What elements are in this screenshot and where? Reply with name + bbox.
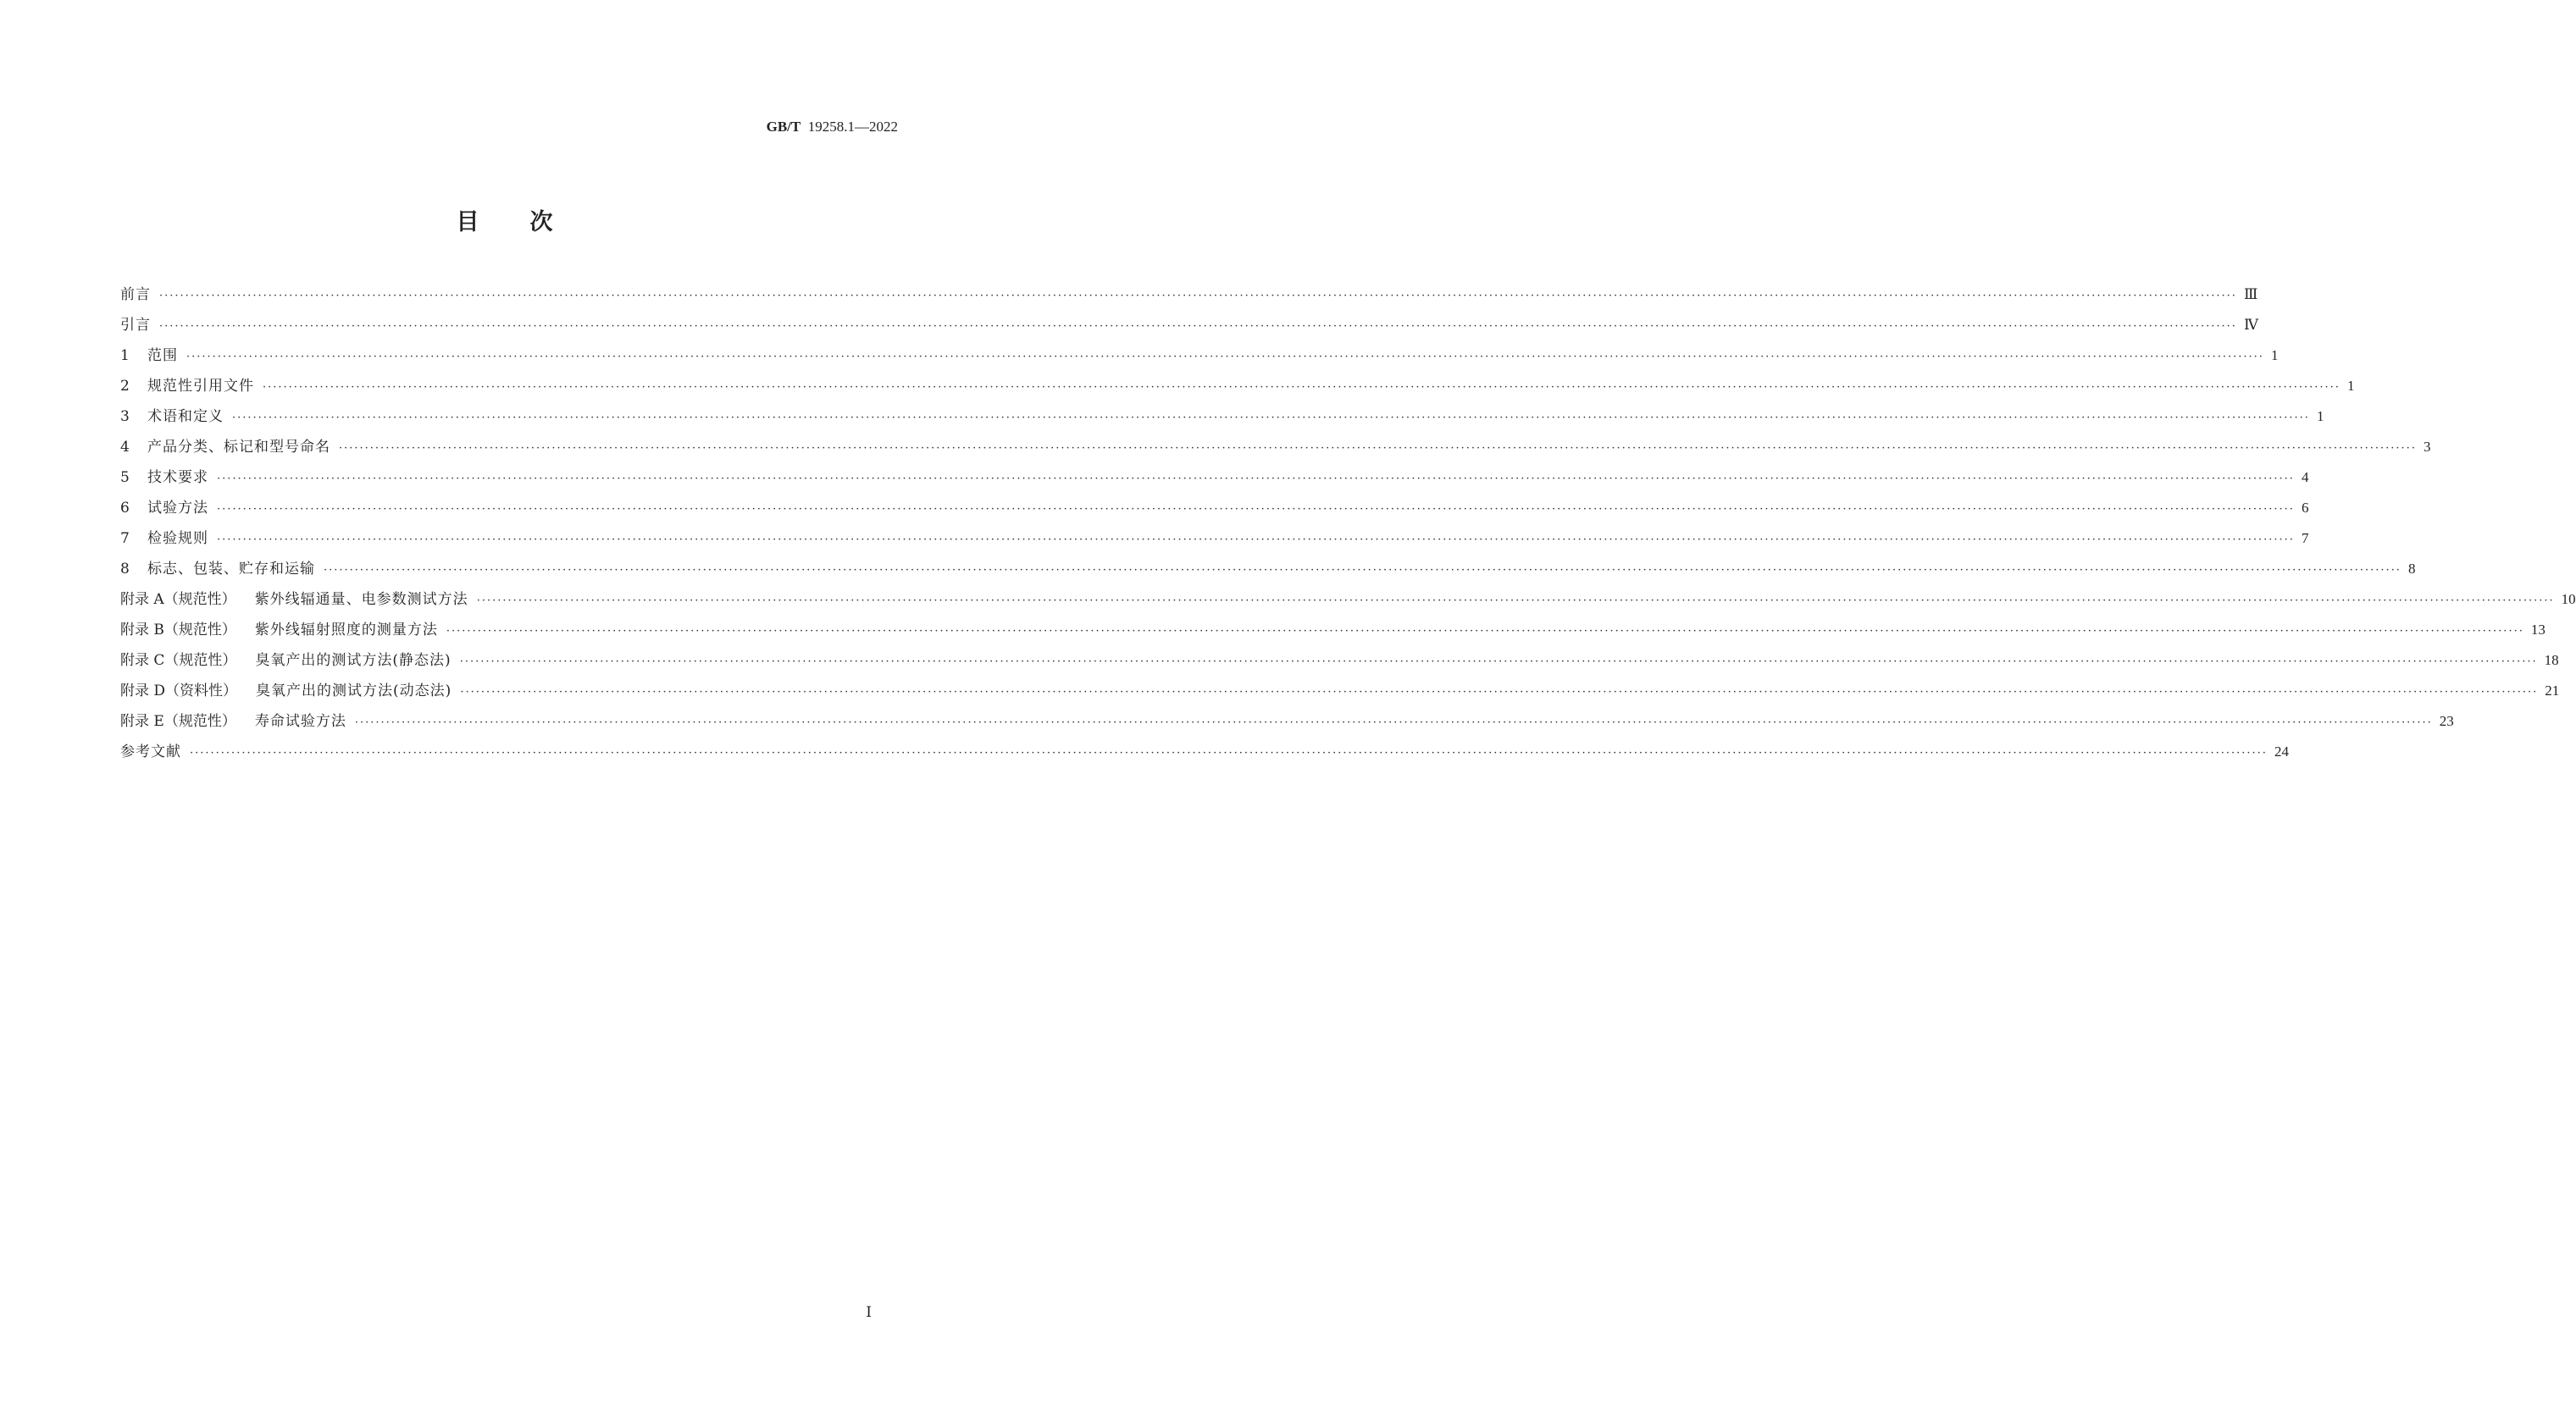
toc-leader-dots: ················································································································································································································································································································································································································ [217, 533, 2295, 546]
toc-leader-dots: ················································································································································································································································································································································································································ [190, 747, 2268, 760]
toc-entry[interactable] [120, 343, 2279, 373]
toc-entry-number: 3 [120, 408, 130, 425]
toc-entry[interactable] [120, 434, 2431, 465]
toc-entry-label [120, 343, 178, 364]
toc-leader-dots: ················································································································································································································································································································································································································ [459, 655, 2538, 668]
toc-entry-title: 紫外线辐射照度的测量方法 [254, 622, 438, 638]
toc-entry-title: 寿命试验方法 [254, 713, 346, 730]
toc-leader-dots: ················································································································································································································································································································································································································ [446, 625, 2524, 638]
toc-entry-title: 标志、包装、贮存和运输 [147, 561, 315, 578]
toc-entry-number: 6 [120, 500, 130, 517]
toc-entry[interactable] [120, 312, 2258, 343]
toc-entry[interactable] [120, 282, 2258, 312]
toc-leader-dots: ················································································································································································································································································································································································································ [476, 594, 2555, 607]
toc-entry-page: Ⅲ [2243, 286, 2258, 302]
toc-entry-page: Ⅳ [2243, 317, 2258, 333]
toc-entry-page: 13 [2530, 622, 2546, 638]
document-code [767, 119, 898, 135]
toc-entry-title: 参考文献 [120, 743, 181, 760]
toc-entry-page: 10 [2561, 591, 2576, 607]
toc-entry[interactable] [120, 495, 2309, 526]
toc-entry-annex-tag: 附录 E（规范性） [120, 713, 236, 730]
toc-entry-page: 6 [2301, 500, 2309, 516]
toc-entry-number: 4 [120, 439, 130, 456]
toc-entry-label [120, 526, 208, 547]
toc-entry-title: 臭氧产出的测试方法(动态法) [256, 683, 452, 699]
toc-entry[interactable] [120, 648, 2559, 678]
toc-entry[interactable] [120, 739, 2289, 770]
toc-entry-page: 21 [2545, 683, 2560, 699]
toc-entry-page: 3 [2423, 439, 2431, 455]
toc-entry-title: 前言 [120, 286, 151, 303]
toc-leader-dots: ················································································································································································································································································································································································································ [232, 412, 2310, 424]
toc-entry-page: 1 [2316, 408, 2324, 424]
toc-entry-page: 24 [2274, 743, 2289, 760]
toc-entry-label [120, 678, 451, 699]
toc-entry-annex-tag: 附录 A（规范性） [120, 591, 236, 608]
toc-entry-title: 范围 [147, 347, 178, 364]
toc-entry[interactable] [120, 709, 2454, 739]
toc-entry[interactable] [120, 465, 2309, 495]
toc-entry[interactable] [120, 404, 2324, 434]
toc-entry-annex-tag: 附录 D（资料性） [120, 683, 238, 699]
toc-entry-page: 1 [2346, 378, 2355, 394]
toc-entry-page: 23 [2439, 713, 2454, 729]
toc-entry-page: 7 [2301, 530, 2309, 546]
toc-entry[interactable] [120, 556, 2416, 587]
toc-entry-number: 1 [120, 347, 130, 364]
toc-entry-number: 2 [120, 378, 130, 395]
toc-entry-page: 1 [2270, 347, 2279, 363]
toc-leader-dots: ················································································································································································································································································································································································································ [339, 442, 2417, 455]
toc-entry[interactable] [120, 373, 2355, 404]
toc-entry-label [120, 587, 468, 608]
toc-leader-dots: ················································································································································································································································································································································································································ [217, 503, 2295, 516]
toc-leader-dots: ················································································································································································································································································································································································································ [263, 381, 2341, 394]
toc-entry-page: 18 [2544, 652, 2559, 668]
toc-entry-title: 试验方法 [147, 500, 208, 517]
toc-entry[interactable] [120, 678, 2560, 709]
toc-entry-title: 术语和定义 [147, 408, 224, 425]
toc-entry-title: 产品分类、标记和型号命名 [147, 439, 330, 456]
toc-leader-dots: ················································································································································································································································································································································································································ [186, 351, 2264, 363]
toc-entry-annex-tag: 附录 C（规范性） [120, 652, 237, 669]
toc-leader-dots: ················································································································································································································································································································································································································ [159, 320, 2237, 333]
toc-entry-title: 引言 [120, 317, 151, 334]
standard-number: 19258.1—2022 [807, 119, 898, 135]
toc-entry-number: 7 [120, 530, 130, 547]
table-of-contents [120, 282, 2576, 770]
toc-entry-label [120, 617, 438, 638]
toc-entry-label [120, 373, 254, 395]
toc-entry-annex-tag: 附录 B（规范性） [120, 622, 236, 638]
toc-entry-label [120, 709, 346, 730]
toc-entry-label [120, 465, 208, 486]
standard-prefix: GB/T [766, 119, 801, 135]
toc-entry-title: 臭氧产出的测试方法(静态法) [255, 652, 451, 669]
toc-entry-number: 5 [120, 469, 130, 486]
toc-leader-dots: ················································································································································································································································································································································································································ [324, 564, 2401, 577]
toc-leader-dots: ················································································································································································································································································································································································································ [159, 290, 2237, 302]
toc-entry-title: 紫外线辐通量、电参数测试方法 [254, 591, 468, 608]
toc-entry[interactable] [120, 587, 2576, 617]
toc-entry-label [120, 282, 151, 303]
toc-entry-title: 技术要求 [147, 469, 208, 486]
toc-leader-dots: ················································································································································································································································································································································································································ [217, 473, 2295, 485]
page-number: Ⅰ [866, 1304, 872, 1320]
toc-entry-label [120, 556, 315, 578]
toc-leader-dots: ················································································································································································································································································································································································································ [460, 686, 2539, 699]
toc-leader-dots: ················································································································································································································································································································································································································ [354, 716, 2433, 729]
toc-entry-page: 8 [2407, 561, 2416, 577]
toc-entry-label [120, 739, 181, 760]
toc-entry-label [120, 404, 224, 425]
toc-entry[interactable] [120, 526, 2309, 556]
toc-entry[interactable] [120, 617, 2546, 648]
toc-entry-number: 8 [120, 561, 130, 578]
toc-entry-label [120, 434, 330, 456]
toc-entry-title: 规范性引用文件 [147, 378, 254, 395]
toc-entry-label [120, 312, 151, 334]
toc-entry-title: 检验规则 [147, 530, 208, 547]
toc-entry-label [120, 495, 208, 517]
page-title: 目次 [456, 209, 604, 235]
toc-entry-page: 4 [2301, 469, 2309, 485]
toc-entry-label [120, 648, 451, 669]
